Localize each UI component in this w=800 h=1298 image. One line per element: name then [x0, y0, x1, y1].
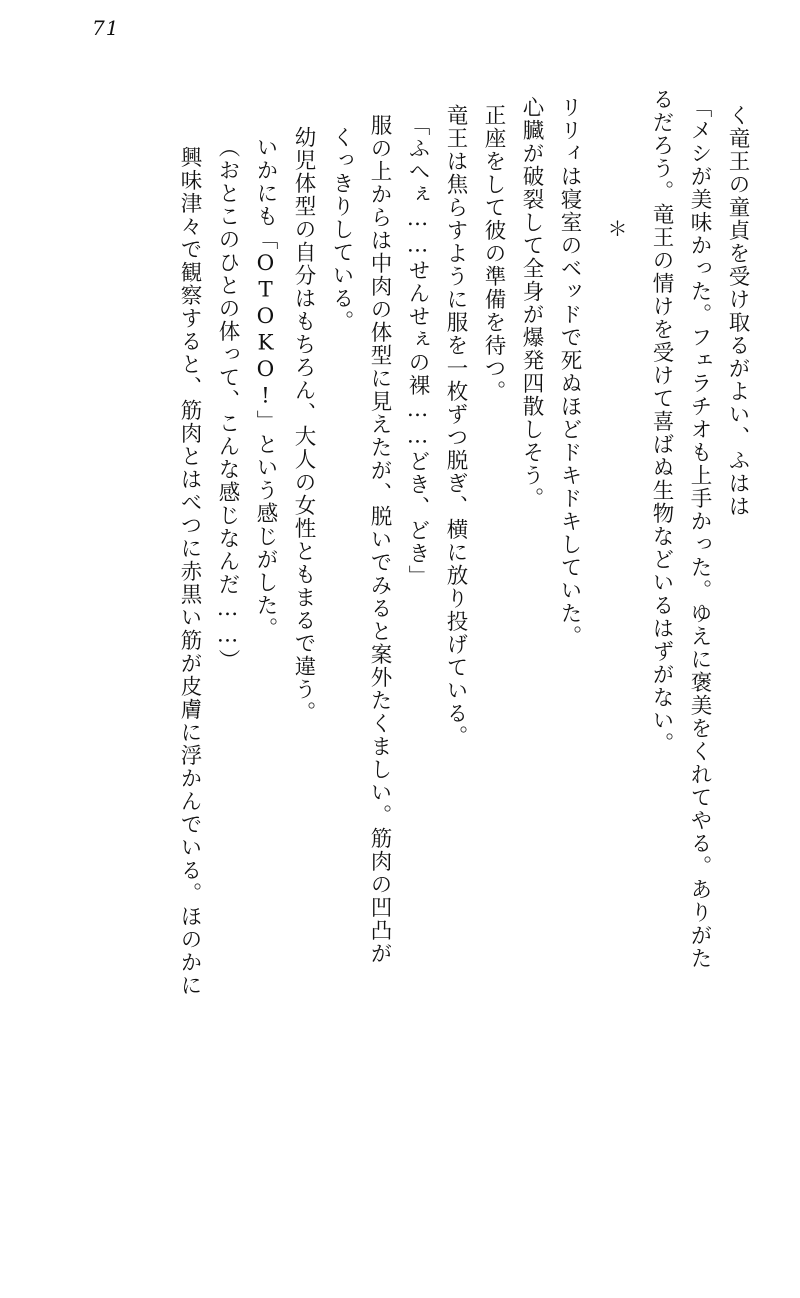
section-separator: ＊	[604, 218, 628, 238]
text-column: るだろう。竜王の情けを受けて喜ばぬ生物などいるはずがない。	[649, 88, 674, 755]
text-column: リリィは寝室のベッドで死ぬほどドキドキしていた。	[557, 96, 582, 648]
text-column: 服の上からは中肉の体型に見えたが、脱いでみると案外たくましい。筋肉の凹凸が	[367, 114, 392, 965]
text-column: 心臓が破裂して全身が爆発四散しそう。	[519, 96, 544, 510]
text-column: （おとこのひとの体って、こんな感じなんだ……）	[215, 136, 240, 672]
vertical-text-block	[52, 70, 748, 1150]
text-column: 興味津々で観察すると、筋肉とはべつに赤黒い筋が皮膚に浮かんでいる。ほのかに	[177, 146, 202, 997]
text-column: 正座をして彼の準備を待つ。	[481, 104, 506, 403]
text-column: 幼児体型の自分はもちろん、大人の女性ともまるで違う。	[291, 126, 316, 724]
text-column: いかにも「OTOKO!」という感じがした。	[253, 136, 278, 640]
text-column: く竜王の童貞を受け取るがよい、ふはは	[725, 104, 750, 518]
text-column: 竜王は焦らすように服を一枚ずつ脱ぎ、横に放り投げている。	[443, 104, 468, 748]
text-column: 「ふへぇ……せんせぇの裸……どき、どき」	[405, 114, 430, 588]
text-column: くっきりしている。	[329, 126, 354, 333]
page-number: 71	[92, 16, 120, 40]
text-column: 「メシが美味かった。フェラチオも上手かった。ゆえに褒美をくれてやる。ありがた	[687, 96, 712, 970]
